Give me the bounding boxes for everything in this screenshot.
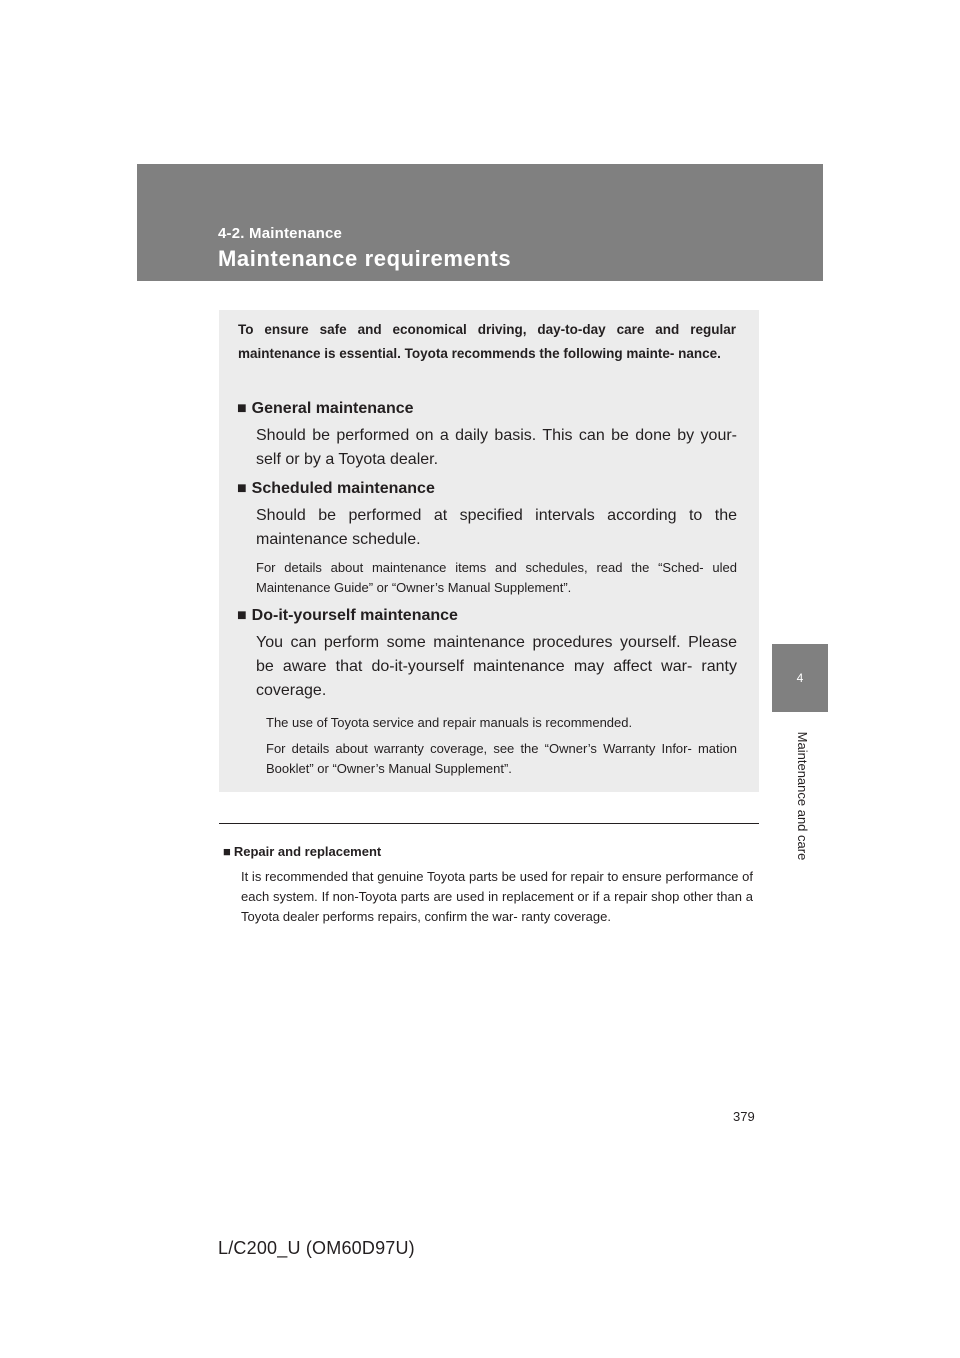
repair-note-heading-text: Repair and replacement: [233, 844, 382, 859]
section-heading: [237, 396, 737, 422]
intro-text: To ensure safe and economical driving, day-to-day care and regular maintenance is essential. Toyota recommends the following mainte- nance.: [238, 322, 736, 361]
section-note: The use of Toyota service and repair manuals is recommended.: [266, 715, 633, 730]
chapter-tab: [772, 644, 828, 712]
divider-rule: [219, 823, 759, 824]
header-band: [137, 164, 823, 281]
section-note: For details about warranty coverage, see the “Owner’s Warranty Infor- mation Booklet” or “Owner’s Manual Supplement”.: [266, 741, 737, 776]
chapter-number: 4: [796, 671, 804, 685]
chapter-side-label: Maintenance and care: [795, 731, 810, 861]
square-bullet-icon: ■: [223, 844, 231, 859]
document-id: L/C200_U (OM60D97U): [218, 1238, 415, 1258]
section-heading: [237, 603, 737, 629]
square-bullet-icon: ■: [237, 400, 247, 417]
section-body: You can perform some maintenance procedures yourself. Please be aware that do-it-yourself maintenance may affect war- ranty coverage.: [256, 634, 737, 699]
page-number: 379: [733, 1109, 755, 1124]
section-body: Should be performed on a daily basis. This can be done by your- self or by a Toyota dealer.: [256, 427, 737, 468]
section-heading-text: Do-it-yourself maintenance: [251, 607, 458, 624]
section-note: For details about maintenance items and schedules, read the “Sched- uled Maintenance Guide” or “Owner’s Manual Supplement”.: [256, 560, 737, 595]
section-heading: [237, 476, 737, 502]
intro-box: [219, 310, 759, 792]
section-heading-text: General maintenance: [251, 400, 414, 417]
square-bullet-icon: ■: [237, 607, 247, 624]
section-diy-maintenance: [237, 603, 737, 779]
section-general-maintenance: [237, 396, 737, 472]
page-title: Maintenance requirements: [218, 246, 512, 271]
section-heading-text: Scheduled maintenance: [251, 480, 435, 497]
section-label: 4-2. Maintenance: [218, 225, 343, 242]
section-scheduled-maintenance: [237, 476, 737, 598]
square-bullet-icon: ■: [237, 480, 247, 497]
repair-note-heading: [223, 842, 753, 862]
repair-note-body: It is recommended that genuine Toyota parts be used for repair to ensure performance of each system. If non-Toyota parts are used in replacement or if a repair shop other than a Toyota dealer performs repairs, confirm the war- ranty coverage.: [241, 869, 753, 924]
section-body: Should be performed at specified intervals according to the maintenance schedule.: [256, 507, 737, 548]
repair-note: [223, 842, 753, 927]
